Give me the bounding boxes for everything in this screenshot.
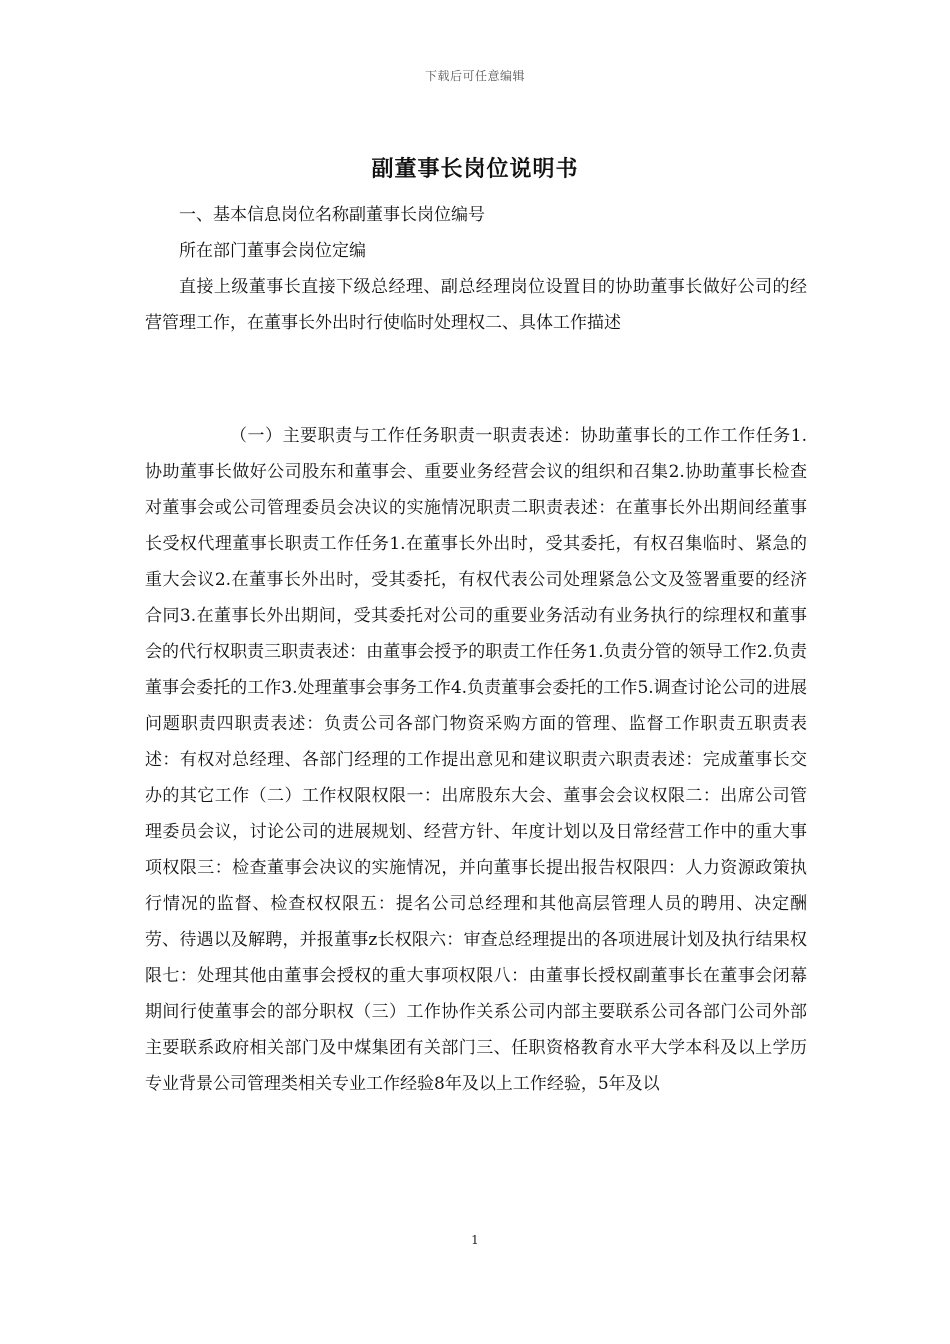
paragraph-department: 所在部门董事会岗位定编 [179,241,366,261]
document-title: 副董事长岗位说明书 [371,156,579,182]
header-note: 下载后可任意编辑 [424,69,525,83]
paragraph-basic-info: 一、基本信息岗位名称副董事长岗位编号 [179,205,485,225]
paragraph-supervisor: 直接上级董事长直接下级总经理、副总经理岗位设置目的协助董事长做好公司的经营管理工作，在董事长外出时行使临时处理权二、具体工作描述 [145,277,807,333]
paragraph-duties: （一）主要职责与工作任务职责一职责表述：协助董事长的工作工作任务1.协助董事长做好公司股东和董事会、重要业务经营会议的组织和召集2.协助董事长检查对董事会或公司管理委员会决议的实施情况职责二职责表述：在董事长外出期间经董事长受权代理董事长职责工作任务1.在董事长外出时，受其委托，有权召集临时、紧急的重大会议2.在董事长外出时，受其委托，有权代表公司处理紧急公文及签署重要的经济合同3.在董事长外出期间，受其委托对公司的重要业务活动有业务执行的综理权和董事会的代行权职责三职责表述：由董事会授予的职责工作任务1.负责分管的领导工作2.负责董事会委托的工作3.处理董事会事务工作4.负责董事会委托的工作5.调查讨论公司的进展问题职责四职责表述：负责公司各部门物资采购方面的管理、监督工作职责五职责表述：有权对总经理、各部门经理的工作提出意见和建议职责六职责表述：完成董事长交办的其它工作（二）工作权限权限一：出席股东大会、董事会会议权限二：出席公司管理委员会议，讨论公司的进展规划、经营方针、年度计划以及日常经营工作中的重大事项权限三：检查董事会决议的实施情况，并向董事长提出报告权限四：人力资源政策执行情况的监督、检查权权限五：提名公司总经理和其他高层管理人员的聘用、决定酬劳、待遇以及解聘，并报董事z长权限六：审查总经理提出的各项进展计划及执行结果权限七：处理其他由董事会授权的重大事项权限八：由董事长授权副董事长在董事会闭幕期间行使董事会的部分职权（三）工作协作关系公司内部主要联系公司各部门公司外部主要联系政府相关部门及中煤集团有关部门三、任职资格教育水平大学本科及以上学历专业背景公司管理类相关专业工作经验8年及以上工作经验，5年及以 [145,426,807,1094]
page-number: 1 [471,1233,479,1247]
